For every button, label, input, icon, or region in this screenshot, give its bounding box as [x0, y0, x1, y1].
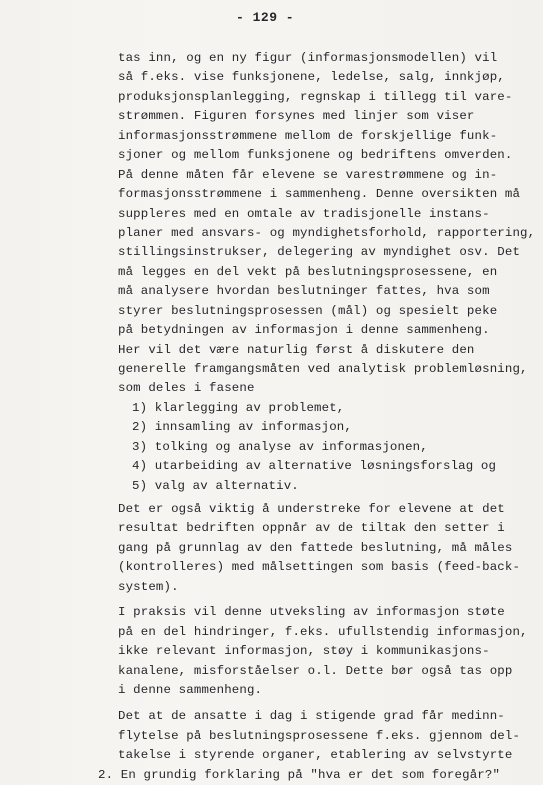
text-line: styrer beslutningsprosessen (mål) og spesielt peke [118, 304, 498, 318]
text-line: suppleres med en omtale av tradisjonelle instans- [118, 207, 490, 221]
text-line: i denne sammenheng. [118, 683, 263, 697]
text-line: på betydningen av informasjon i denne sammenheng. [118, 323, 490, 337]
text-line: generelle framgangsmåten ved analytisk problemløsning, [118, 362, 528, 376]
text-line: I praksis vil denne utveksling av informasjon støte [118, 605, 505, 619]
text-line: strømmen. Figuren forsynes med linjer som viser [118, 109, 475, 123]
text-line: må analysere hvordan beslutninger fattes, hva som [118, 284, 490, 298]
text-line: sjoner og mellom funksjonene og bedriftens omverden. [118, 148, 513, 162]
text-line: gang på grunnlag av den fattede beslutning, må måles [118, 541, 513, 555]
text-line: Det er også viktig å understreke for elevene at det [118, 502, 505, 516]
list-item: 4) utarbeiding av alternative løsningsforslag og [132, 459, 497, 473]
text-line: planer med ansvars- og myndighetsforhold, rapportering, [118, 226, 536, 240]
text-line: ikke relevant informasjon, støy i kommunikasjons- [118, 644, 490, 658]
text-line: på en del hindringer, f.eks. ufullstendig informasjon, [118, 625, 528, 639]
page-number: - 129 - [236, 10, 295, 25]
text-line: system). [118, 580, 179, 594]
text-line: takelse i styrende organer, etablering av selvstyrte [118, 748, 513, 762]
text-line: resultat bedriften oppnår av de tiltak den setter i [118, 521, 505, 535]
list-item: 1) klarlegging av problemet, [132, 401, 345, 415]
text-line: må legges en del vekt på beslutningsprosessene, en [118, 265, 498, 279]
text-line: så f.eks. vise funksjonene, ledelse, salg, innkjøp, [118, 70, 505, 84]
text-line: (kontrolleres) med målsettingen som basis (feed-back- [118, 560, 521, 574]
text-line: som deles i fasene [118, 381, 255, 395]
list-item: 3) tolking og analyse av informasjonen, [132, 440, 428, 454]
text-line: stillingsinstrukser, delegering av myndighet osv. Det [118, 245, 521, 259]
text-line: Det at de ansatte i dag i stigende grad får medinn- [118, 709, 505, 723]
list-item: 5) valg av alternativ. [132, 479, 299, 493]
text-line: Her vil det være naturlig først å diskutere den [118, 343, 475, 357]
text-line: formasjonsstrømmene i sammenheng. Denne oversikten må [118, 187, 521, 201]
text-line: informasjonsstrømmene mellom de forskjellige funk- [118, 129, 498, 143]
text-line: tas inn, og en ny figur (informasjonsmodellen) vil [118, 51, 498, 65]
list-item: 2) innsamling av informasjon, [132, 420, 352, 434]
text-line: flytelse på beslutningsprosessene f.eks. gjennom del- [118, 729, 521, 743]
numbered-heading: 2. En grundig forklaring på "hva er det som foregår?" [98, 768, 501, 782]
text-line: produksjonsplanlegging, regnskap i tillegg til vare- [118, 90, 513, 104]
text-line: kanalene, misforståelser o.l. Dette bør også tas opp [118, 664, 513, 678]
text-line: På denne måten får elevene se varestrømmene og in- [118, 168, 498, 182]
